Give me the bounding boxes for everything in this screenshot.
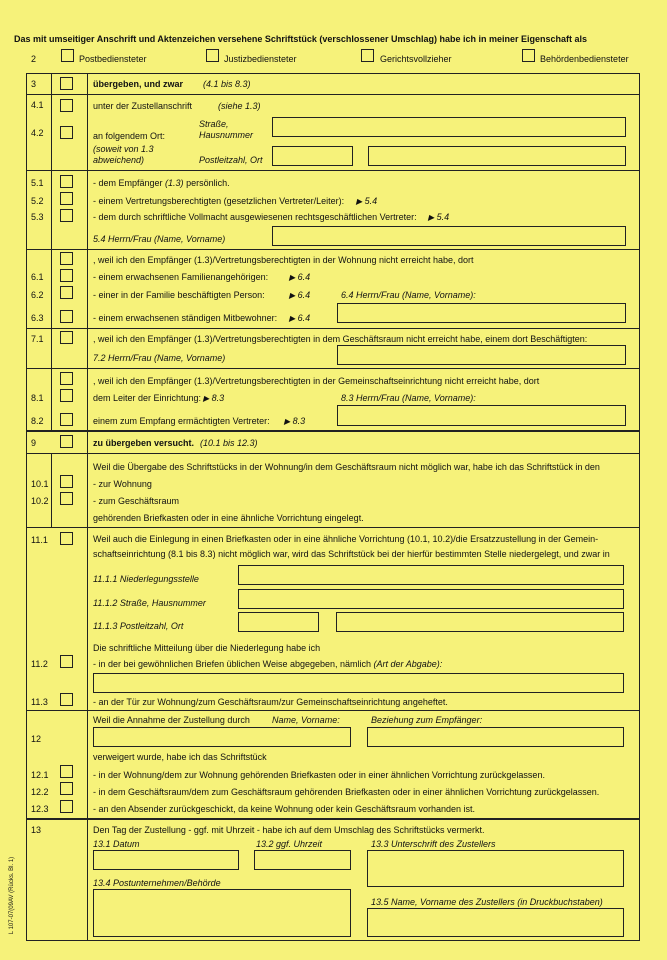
section-6-intro: , weil ich den Empfänger (1.3)/Vertretungsberechtigten in der Wohnung nicht erreicht habe, dort	[93, 255, 474, 265]
section-6-1-number: 6.1	[31, 272, 44, 282]
section-11-2-number: 11.2	[31, 659, 48, 669]
label-justizbediensteter: Justizbediensteter	[224, 54, 297, 64]
ref-6-3	[289, 313, 310, 324]
section-13-number: 13	[31, 825, 42, 835]
label-12-1: - in der Wohnung/dem zur Wohnung gehörenden Briefkasten oder in einer ähnlichen Vorrichtung zurückgelassen.	[93, 770, 545, 780]
label-4-2-note: (soweit von 1.3	[93, 144, 154, 154]
label-12-beziehung: Beziehung zum Empfänger:	[371, 715, 483, 725]
checkbox-5-2[interactable]	[60, 192, 73, 205]
section-9-label: zu übergeben versucht.	[93, 438, 195, 448]
label-postbediensteter: Postbediensteter	[79, 54, 147, 64]
label-10-1: - zur Wohnung	[93, 479, 152, 489]
checkbox-8-2[interactable]	[60, 413, 73, 426]
section-11-line1: Weil auch die Einlegung in einen Briefkasten oder in eine ähnliche Vorrichtung (10.1, 10.2)/die Ersatzzustellung in der Gemein-	[93, 534, 599, 544]
label-8-3: 8.3 Herrn/Frau (Name, Vorname):	[341, 393, 476, 403]
label-13-1: 13.1 Datum	[93, 839, 140, 849]
checkbox-6[interactable]	[60, 252, 73, 265]
label-11-2-ref: (Art der Abgabe):	[373, 659, 443, 669]
column-divider-left-2	[51, 454, 52, 528]
arrow-icon: ▶	[289, 291, 296, 300]
checkbox-12-2[interactable]	[60, 782, 73, 795]
section-11-1-number: 11.1	[31, 535, 48, 545]
divider	[26, 94, 640, 95]
label-12-3: - an den Absender zurückgeschickt, da keine Wohnung oder kein Geschäftsraum vorhanden ist.	[93, 804, 476, 814]
section-5-2-number: 5.2	[31, 196, 44, 206]
label-5-2: - einem Vertretungsberechtigten (gesetzlichen Vertreter/Leiter):	[93, 196, 345, 206]
label-4-2: an folgendem Ort:	[93, 131, 166, 141]
uhrzeit-field[interactable]	[254, 850, 351, 870]
section-10-2-number: 10.2	[31, 496, 49, 506]
label-hausnummer: Hausnummer	[199, 130, 254, 140]
divider	[26, 328, 640, 329]
label-6-1: - einem erwachsenen Familienangehörigen:	[93, 272, 269, 282]
section-11-3-number: 11.3	[31, 697, 48, 707]
arrow-icon: ▶	[284, 417, 291, 426]
section-10-1-number: 10.1	[31, 479, 49, 489]
label-5-3: - dem durch schriftliche Vollmacht ausgewiesenen rechtsgeschäftlichen Vertreter:	[93, 212, 417, 222]
section-13-intro: Den Tag der Zustellung - ggf. mit Uhrzeit - habe ich auf dem Umschlag des Schriftstücks vermerkt.	[93, 825, 485, 835]
section-3-ref: (4.1 bis 8.3)	[203, 79, 251, 89]
checkbox-7-1[interactable]	[60, 331, 73, 344]
section-9-ref: (10.1 bis 12.3)	[200, 438, 258, 448]
label-7-2: 7.2 Herrn/Frau (Name, Vorname)	[93, 353, 226, 363]
label-4-1: unter der Zustellanschrift	[93, 101, 193, 111]
ref-6-2-text: 6.4	[297, 290, 311, 300]
column-divider-right	[87, 73, 88, 941]
datum-field[interactable]	[93, 850, 239, 870]
checkbox-11-2[interactable]	[60, 655, 73, 668]
section-12-2-number: 12.2	[31, 787, 49, 797]
ref-8-1	[203, 393, 224, 404]
label-11-1-1: 11.1.1 Niederlegungsstelle	[93, 574, 199, 584]
label-plz-ort: Postleitzahl, Ort	[199, 155, 263, 165]
section-10-outro: gehörenden Briefkasten oder in eine ähnliche Vorrichtung eingelegt.	[93, 513, 364, 523]
divider	[26, 368, 640, 369]
ref-4-1: (siehe 1.3)	[218, 101, 261, 111]
label-11-2	[93, 659, 442, 670]
ref-6-3-text: 6.4	[297, 313, 311, 323]
art-der-abgabe-field[interactable]	[93, 673, 624, 693]
name-field-8-3[interactable]	[337, 405, 626, 426]
section-2-number: 2	[31, 54, 37, 64]
label-11-3: - an der Tür zur Wohnung/zum Geschäftsraum/zur Gemeinschaftseinrichtung angeheftet.	[93, 697, 448, 707]
checkbox-4-1[interactable]	[60, 99, 73, 112]
niederlegung-postcode-field[interactable]	[238, 612, 319, 632]
intro-text: Das mit umseitiger Anschrift und Aktenzeichen versehene Schriftstück (verschlossener Umschlag) habe ich in meiner Eigenschaft als	[14, 34, 588, 44]
divider	[26, 453, 640, 454]
checkbox-justizbediensteter[interactable]	[206, 49, 219, 62]
divider-thick	[26, 818, 640, 820]
form-side-code: L 107-07(09AV (Rücks. Bl. 1)	[9, 856, 16, 935]
section-8-1-number: 8.1	[31, 393, 44, 403]
label-gerichtsvollzieher: Gerichtsvollzieher	[380, 54, 452, 64]
arrow-icon: ▶	[289, 314, 296, 323]
section-8-2-number: 8.2	[31, 416, 44, 426]
label-5-1-text: - dem Empfänger	[93, 178, 163, 188]
name-field-12[interactable]	[93, 727, 351, 747]
label-11-2-text: - in der bei gewöhnlichen Briefen üblichen Weise abgegeben, nämlich	[93, 659, 372, 669]
checkbox-6-2[interactable]	[60, 286, 73, 299]
zusteller-name-field[interactable]	[367, 908, 624, 937]
label-12-name: Name, Vorname:	[272, 715, 340, 725]
section-6-2-number: 6.2	[31, 290, 44, 300]
checkbox-4-2[interactable]	[60, 126, 73, 139]
label-12-2: - in dem Geschäftsraum/dem zum Geschäftsraum gehörenden Briefkasten oder in einer ähnlichen Vorrichtung zurückgelassen.	[93, 787, 600, 797]
city-field[interactable]	[368, 146, 626, 166]
section-12-1-number: 12.1	[31, 770, 49, 780]
beziehung-field-12[interactable]	[367, 727, 624, 747]
checkbox-12-3[interactable]	[60, 800, 73, 813]
checkbox-11-1[interactable]	[60, 532, 73, 545]
label-11-1-2: 11.1.2 Straße, Hausnummer	[93, 598, 206, 608]
arrow-icon: ▶	[289, 273, 296, 282]
section-5-3-number: 5.3	[31, 212, 44, 222]
checkbox-6-3[interactable]	[60, 310, 73, 323]
section-7-1-number: 7.1	[31, 334, 44, 344]
niederlegungsstelle-field[interactable]	[238, 565, 624, 585]
label-6-2: - einer in der Familie beschäftigten Person:	[93, 290, 265, 300]
postunternehmen-field[interactable]	[93, 889, 351, 937]
postcode-field[interactable]	[272, 146, 353, 166]
label-11-1-3: 11.1.3 Postleitzahl, Ort	[93, 621, 184, 631]
label-10-2: - zum Geschäftsraum	[93, 496, 180, 506]
checkbox-10-2[interactable]	[60, 492, 73, 505]
divider	[26, 249, 640, 250]
checkbox-behoerdenbediensteter[interactable]	[522, 49, 535, 62]
section-3-number: 3	[31, 79, 37, 89]
divider	[26, 170, 640, 171]
checkbox-12-1[interactable]	[60, 765, 73, 778]
label-13-2: 13.2 ggf. Uhrzeit	[256, 839, 323, 849]
checkbox-postbediensteter[interactable]	[61, 49, 74, 62]
label-4-2-note2: abweichend)	[93, 155, 145, 165]
section-5-1-number: 5.1	[31, 178, 44, 188]
label-strasse: Straße,	[199, 119, 229, 129]
ref-5-3	[428, 212, 449, 223]
section-10-intro: Weil die Übergabe des Schriftstücks in der Wohnung/in dem Geschäftsraum nicht möglich war, habe ich das Schriftstück in den	[93, 462, 600, 472]
name-field-6-4[interactable]	[337, 303, 626, 323]
checkbox-10-1[interactable]	[60, 475, 73, 488]
section-11-line2: schaftseinrichtung (8.1 bis 8.3) nicht möglich war, wird das Schriftstück bei der hierfür bestimmten Stelle niedergelegt, und zwar in	[93, 549, 610, 559]
label-6-3: - einem erwachsenen ständigen Mitbewohner:	[93, 313, 278, 323]
niederlegung-city-field[interactable]	[336, 612, 624, 632]
ref-6-2	[289, 290, 310, 301]
checkbox-5-3[interactable]	[60, 209, 73, 222]
arrow-icon: ▶	[203, 394, 210, 403]
name-field-7-2[interactable]	[337, 345, 626, 365]
section-8-intro: , weil ich den Empfänger (1.3)/Vertretungsberechtigten in der Gemeinschaftseinrichtung nicht erreicht habe, dort	[93, 376, 540, 386]
label-13-3: 13.3 Unterschrift des Zustellers	[371, 839, 496, 849]
ref-5-2-text: 5.4	[364, 196, 378, 206]
label-5-1	[93, 178, 230, 189]
divider	[26, 527, 640, 528]
label-6-4: 6.4 Herrn/Frau (Name, Vorname):	[341, 290, 476, 300]
label-5-1-text-2: persönlich.	[186, 178, 230, 188]
section-12-intro: Weil die Annahme der Zustellung durch	[93, 715, 250, 725]
section-12-3-number: 12.3	[31, 804, 49, 814]
checkbox-8-1[interactable]	[60, 389, 73, 402]
label-13-5: 13.5 Name, Vorname des Zustellers (in Druckbuchstaben)	[371, 897, 603, 907]
divider-thick	[26, 430, 640, 432]
label-8-1: dem Leiter der Einrichtung:	[93, 393, 202, 403]
section-12-verweigert: verweigert wurde, habe ich das Schriftstück	[93, 752, 267, 762]
label-7-1: , weil ich den Empfänger (1.3)/Vertretungsberechtigten in dem Geschäftsraum nicht erreicht habe, einem dort Beschäftigten:	[93, 334, 588, 344]
arrow-icon: ▶	[428, 213, 435, 222]
checkbox-3[interactable]	[60, 77, 73, 90]
section-6-3-number: 6.3	[31, 313, 44, 323]
niederlegung-street-field[interactable]	[238, 589, 624, 609]
ref-5-2	[356, 196, 377, 207]
checkbox-5-1[interactable]	[60, 175, 73, 188]
checkbox-8[interactable]	[60, 372, 73, 385]
checkbox-9[interactable]	[60, 435, 73, 448]
ref-8-2	[284, 416, 305, 427]
section-4-1-number: 4.1	[31, 100, 44, 110]
street-field[interactable]	[272, 117, 626, 137]
label-8-2: einem zum Empfang ermächtigten Vertreter:	[93, 416, 270, 426]
arrow-icon: ▶	[356, 197, 363, 206]
unterschrift-field[interactable]	[367, 850, 624, 887]
label-13-4: 13.4 Postunternehmen/Behörde	[93, 878, 221, 888]
checkbox-11-3[interactable]	[60, 693, 73, 706]
ref-8-1-text: 8.3	[211, 393, 225, 403]
checkbox-6-1[interactable]	[60, 269, 73, 282]
label-5-1-ref: (1.3)	[165, 178, 184, 188]
mitteilung-text: Die schriftliche Mitteilung über die Niederlegung habe ich	[93, 643, 321, 653]
ref-6-1	[289, 272, 310, 283]
section-3-label: übergeben, und zwar	[93, 79, 184, 89]
section-4-2-number: 4.2	[31, 128, 44, 138]
ref-5-3-text: 5.4	[436, 212, 450, 222]
name-field-5-4[interactable]	[272, 226, 626, 246]
section-9-number: 9	[31, 438, 37, 448]
label-behoerdenbediensteter: Behördenbediensteter	[540, 54, 629, 64]
divider	[26, 710, 640, 711]
column-divider-left	[51, 73, 52, 431]
section-12-number: 12	[31, 734, 42, 744]
label-5-4: 5.4 Herrn/Frau (Name, Vorname)	[93, 234, 226, 244]
ref-8-2-text: 8.3	[292, 416, 306, 426]
checkbox-gerichtsvollzieher[interactable]	[361, 49, 374, 62]
ref-6-1-text: 6.4	[297, 272, 311, 282]
